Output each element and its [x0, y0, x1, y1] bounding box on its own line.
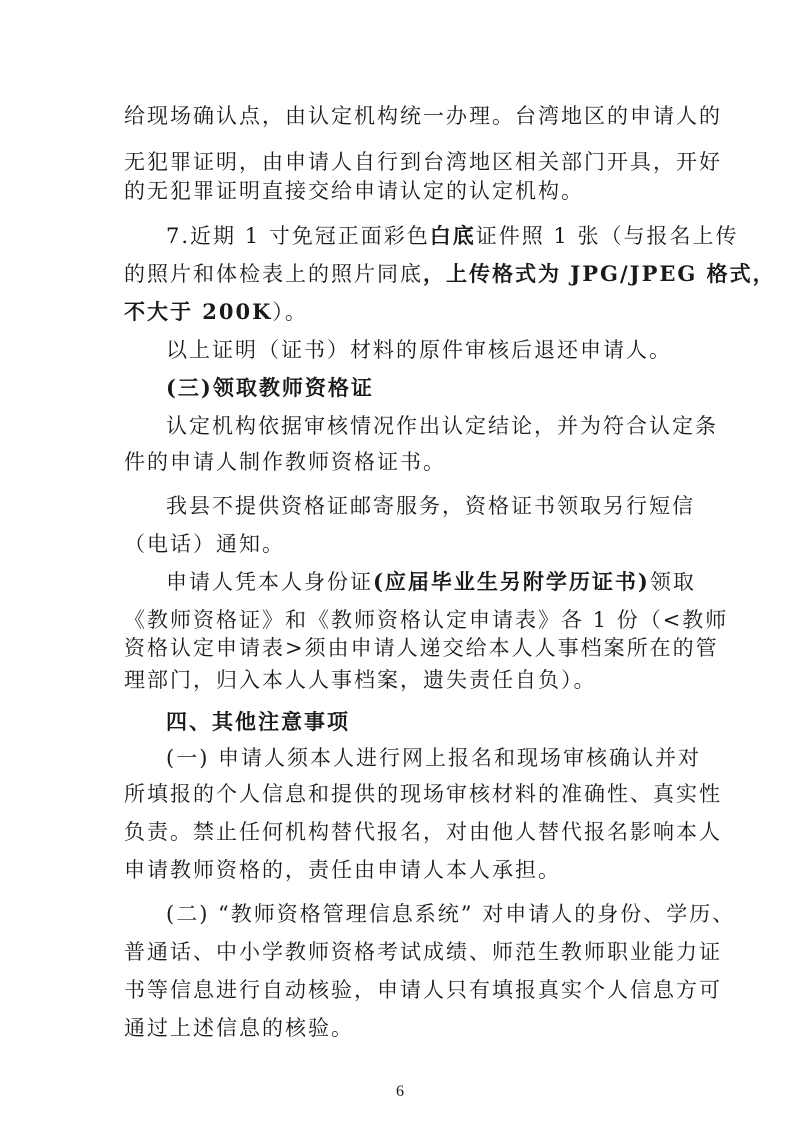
page-number: 6 [396, 1083, 404, 1100]
paragraph-line: 申请教师资格的，责任由申请人本人承担。 [124, 858, 561, 882]
text-span: 的照片和体检表上的照片同底 [124, 262, 423, 286]
paragraph-line: (二) “教师资格管理信息系统” 对申请人的身份、学历、 [166, 902, 736, 926]
paragraph-line [0, 297, 800, 327]
paragraph-line: 资格认定申请表>须由申请人递交给本人人事档案所在的管 [124, 636, 719, 660]
section-heading: (三)领取教师资格证 [166, 375, 374, 400]
paragraph-line: （电话）通知。 [124, 532, 285, 556]
paragraph-line: 理部门，归入本人人事档案，遗失责任自负）。 [124, 668, 597, 692]
paragraph-line: 所填报的个人信息和提供的现场审核材料的准确性、真实性 [124, 782, 722, 806]
paragraph-line: 以上证明（证书）材料的原件审核后退还申请人。 [166, 338, 672, 362]
text-span: ）。 [272, 300, 308, 324]
paragraph-line [0, 567, 800, 597]
paragraph-line: 书等信息进行自动核验，申请人只有填报真实个人信息方可 [124, 978, 722, 1002]
paragraph-line [0, 221, 800, 251]
bold-text: 不大于 200K [124, 299, 273, 324]
paragraph-line: (一) 申请人须本人进行网上报名和现场审核确认并对 [166, 746, 702, 770]
paragraph-line: 通过上述信息的核验。 [124, 1016, 354, 1040]
section-heading: 四、其他注意事项 [166, 709, 350, 734]
text-span: 领取 [649, 570, 696, 594]
paragraph-line: 认定机构依据审核情况作出认定结论，并为符合认定条 [166, 414, 718, 438]
text-span: 7.近期 1 寸免冠正面彩色 [166, 224, 430, 248]
text-span: 申请人凭本人身份证 [166, 570, 373, 594]
bold-text: (应届毕业生另附学历证书) [373, 569, 650, 594]
paragraph-line: 给现场确认点，由认定机构统一办理。台湾地区的申请人的 [124, 104, 722, 128]
paragraph-line: 件的申请人制作教师资格证书。 [124, 450, 446, 474]
paragraph-line [0, 259, 800, 289]
paragraph-line: 普通话、中小学教师资格考试成绩、师范生教师职业能力证 [124, 940, 722, 964]
paragraph-line: 我县不提供资格证邮寄服务，资格证书领取另行短信 [166, 494, 695, 518]
bold-text: ，上传格式为 JPG/JPEG 格式， [423, 261, 776, 286]
text-span: 证件照 1 张（与报名上传 [475, 224, 739, 248]
paragraph-line: 无犯罪证明，由申请人自行到台湾地区相关部门开具，开好 [124, 150, 722, 174]
paragraph-line: 负责。禁止任何机构替代报名，对由他人替代报名影响本人 [124, 820, 722, 844]
paragraph-line: 的无犯罪证明直接交给申请认定的认定机构。 [124, 179, 584, 203]
paragraph-line: 《教师资格证》和《教师资格认定申请表》各 1 份（<教师 [124, 608, 729, 632]
bold-text: 白底 [429, 223, 476, 248]
